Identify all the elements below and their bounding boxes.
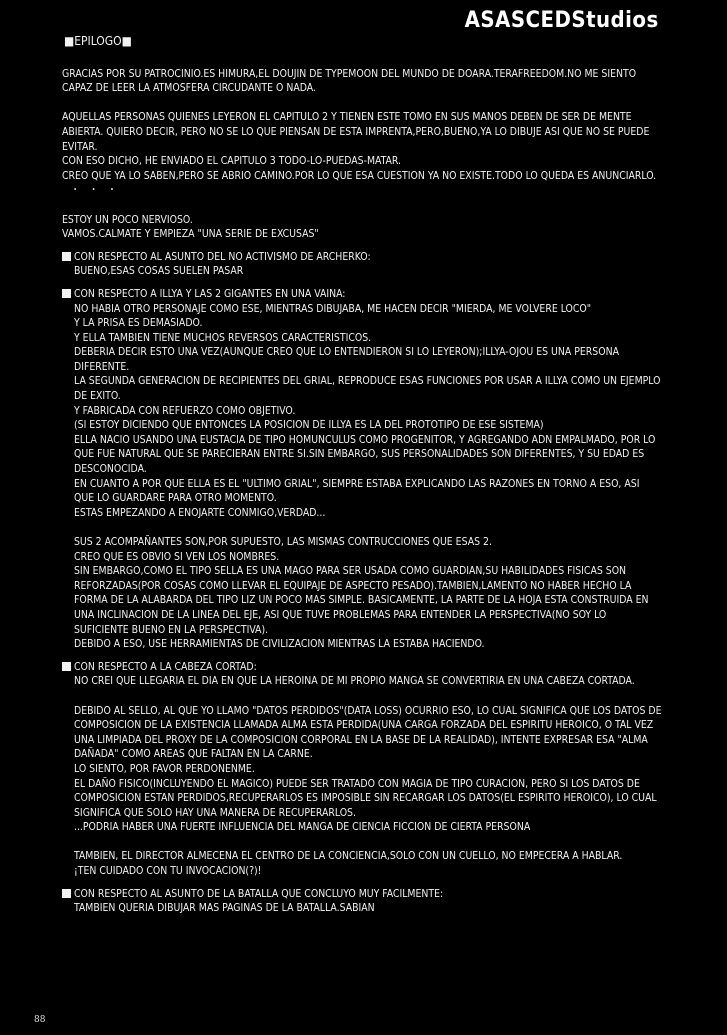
section-line: DEBIDO AL SELLO, AL QUE YO LLAMO "DATOS PERDIDOS"(DATA LOSS) OCURRIO ESO, LO CUAL SIGNIFICA QUE LOS DATOS DE COMPOSICION DE LA EXISTENCIA LLAMADA ALMA ESTA PERDIDA(UNA CARGA FORZADA DEL ESPIRITU HEROICO, O TAL VEZ UNA LIMPIADA DEL PROXY DE LA COMPOSICION CORPORAL EN LA BASE DE LA REALIDAD), INTENTE EXPRESAR ESA "ALMA DAÑADA" COMO AREAS QUE FALTAN EN LA CARNE. [74, 704, 662, 761]
section-line: LA SEGUNDA GENERACION DE RECIPIENTES DEL GRIAL, REPRODUCE ESAS FUNCIONES POR USAR A ILLYA COMO UN EJEMPLO DE EXITO. [74, 375, 661, 403]
section-line: ESTAS EMPEZANDO A ENOJARTE CONMIGO,VERDAD... [74, 506, 326, 519]
spacer [62, 198, 662, 213]
ellipsis-stars: ・・・ [70, 184, 126, 197]
section-heading [62, 287, 662, 302]
section-line: EN CUANTO A POR QUE ELLA ES EL "ULTIMO GRIAL", SIEMPRE ESTABA EXPLICANDO LAS RAZONES EN TORNO A ESO, ASI QUE LO GUARDARE PARA OTRO MOMENTO. [74, 477, 640, 505]
section [62, 660, 662, 879]
section-line: CREO QUE ES OBVIO SI VEN LOS NOMBRES. [74, 550, 280, 563]
intro-paragraph: AQUELLAS PERSONAS QUIENES LEYERON EL CAPITULO 2 Y TIENEN ESTE TOMO EN SUS MANOS DEBEN DE SER DE MENTE ABIERTA. QUIERO DECIR, PERO NO SE LO QUE PIENSAN DE ESTA IMPRENTA,PERO,BUENO,YA LO DIBUJE ASI QUE NO SE PUEDE EVITAR. [62, 111, 650, 153]
section-line: Y FABRICADA CON REFUERZO COMO OBJETIVO. [74, 404, 296, 417]
section-heading-text: CON RESPECTO A LA CABEZA CORTAD: [74, 660, 257, 673]
intro-paragraph: CREO QUE YA LO SABEN,PERO SE ABRIO CAMINO.POR LO QUE ESA CUESTION YA NO EXISTE.TODO LO QUEDA ES ANUNCIARLO. [62, 169, 657, 182]
bullet-square-icon [62, 289, 71, 298]
page-title: ■EPILOGO■ [64, 34, 132, 48]
section-line: LO SIENTO, POR FAVOR PERDONENME. [74, 762, 255, 775]
section-line: BUENO,ESAS COSAS SUELEN PASAR [74, 265, 244, 278]
section-line: Y LA PRISA ES DEMASIADO. [74, 317, 203, 330]
section-heading [62, 660, 662, 675]
section-line: NO CREI QUE LLEGARIA EL DIA EN QUE LA HEROINA DE MI PROPIO MANGA SE CONVERTIRIA EN UNA CABEZA CORTADA. [74, 675, 635, 688]
section-line: NO HABIA OTRO PERSONAJE COMO ESE, MIENTRAS DIBUJABA, ME HACEN DECIR "MIERDA, ME VOLVERE LOCO" [74, 302, 592, 315]
bullet-square-icon [62, 662, 71, 671]
section-heading-text: CON RESPECTO A ILLYA Y LAS 2 GIGANTES EN UNA VAINA: [74, 287, 346, 300]
intro-paragraph: GRACIAS POR SU PATROCINIO.ES HIMURA,EL DOUJIN DE TYPEMOON DEL MUNDO DE DOARA.TERAFREEDOM.NO ME SIENTO CAPAZ DE LEER LA ATMOSFERA CIRCUDANTE O NADA. [62, 67, 637, 95]
spacer [62, 520, 662, 535]
section-heading-text: CON RESPECTO AL ASUNTO DE LA BATALLA QUE CONCLUYO MUY FACILMENTE: [74, 887, 444, 900]
section-line: TAMBIEN QUERIA DIBUJAR MAS PAGINAS DE LA BATALLA.SABIAN [74, 902, 375, 915]
section-line: EL DAÑO FISICO(INCLUYENDO EL MAGICO) PUEDE SER TRATADO CON MAGIA DE TIPO CURACION, PERO SI LOS DATOS DE COMPOSICION ESTAN PERDIDOS,RECUPERARLOS ES IMPOSIBLE SIN RECARGAR LOS DATOS(EL ESPIRITO HEROICO), LO CUAL SIGNIFICA QUE SOLO HAY UNA MANERA DE RECUPERARLOS. [74, 777, 657, 819]
section [62, 887, 662, 916]
nervous-line: ESTOY UN POCO NERVIOSO. [62, 213, 193, 226]
sections-list [62, 250, 662, 916]
section [62, 250, 662, 279]
section-line: DEBERIA DECIR ESTO UNA VEZ(AUNQUE CREO QUE LO ENTENDIERON SI LO LEYERON);ILLYA-OJOU ES UNA PERSONA DIFERENTE. [74, 346, 619, 373]
section-line: (SI ESTOY DICIENDO QUE ENTONCES LA POSICION DE ILLYA ES LA DEL PROTOTIPO DE ESE SISTEMA) [74, 419, 544, 432]
section-line: Y ELLA TAMBIEN TIENE MUCHOS REVERSOS CARACTERISTICOS. [74, 331, 372, 344]
spacer [62, 835, 662, 850]
section-line: ...PODRIA HABER UNA FUERTE INFLUENCIA DEL MANGA DE CIENCIA FICCION DE CIERTA PERSONA [74, 821, 531, 834]
page-number: 88 [34, 1015, 46, 1025]
intro-block [62, 67, 662, 198]
studio-brand-logo: ASASCEDStudios [464, 8, 659, 33]
section-line: ¡TEN CUIDADO CON TU INVOCACION(?)! [74, 865, 262, 878]
section-heading [62, 887, 662, 902]
section-line: SIN EMBARGO,COMO EL TIPO SELLA ES UNA MAGO PARA SER USADA COMO GUARDIAN,SU HABILIDADES FISICAS SON REFORZADAS(POR COSAS COMO LLEVAR EL EQUIPAJE DE ASPECTO PESADO).TAMBIEN,LAMENTO NO HABER HECHO LA FORMA DE LA ALABARDA DEL TIPO LIZ UN POCO MAS SIMPLE. BASICAMENTE, LA PARTE DE LA HOJA ESTA CONSTRUIDA EN UNA INCLINACION DE LA LINEA DEL EJE, ASI QUE TUVE PROBLEMAS PARA ENTENDER LA PERSPECTIVA(NO SOY LO SUFICIENTE BUENO EN LA PERSPECTIVA). [74, 565, 649, 636]
section-line: SUS 2 ACOMPAÑANTES SON,POR SUPUESTO, LAS MISMAS CONTRUCCIONES QUE ESAS 2. [74, 536, 492, 548]
epilogue-page [62, 34, 662, 916]
spacer [62, 689, 662, 704]
section-heading-text: CON RESPECTO AL ASUNTO DEL NO ACTIVISMO DE ARCHERKO: [74, 250, 371, 263]
nervous-line: VAMOS.CALMATE Y EMPIEZA "UNA SERIE DE EXCUSAS" [62, 228, 319, 241]
section-line: ELLA NACIO USANDO UNA EUSTACIA DE TIPO HOMUNCULUS COMO PROGENITOR, Y AGREGANDO ADN EMPALMADO, POR LO QUE FUE NATURAL QUE SE PARECIERAN ENTRE SI.SIN EMBARGO, SUS PERSONALIDADES SON DIFERENTES, Y SU EDAD ES DESCONOCIDA. [74, 433, 656, 476]
bullet-square-icon [62, 252, 71, 261]
section-line: DEBIDO A ESO, USE HERRAMIENTAS DE CIVILIZACION MIENTRAS LA ESTABA HACIENDO. [74, 638, 485, 651]
section [62, 287, 662, 652]
section-line: TAMBIEN, EL DIRECTOR ALMECENA EL CENTRO DE LA CONCIENCIA,SOLO CON UN CUELLO, NO EMPECERA A HABLAR. [74, 850, 623, 863]
bullet-square-icon [62, 889, 71, 898]
section-heading [62, 250, 662, 265]
nervous-block [62, 213, 662, 242]
intro-paragraph: CON ESO DICHO, HE ENVIADO EL CAPITULO 3 TODO-LO-PUEDAS-MATAR. [62, 155, 401, 168]
spacer [62, 96, 662, 111]
